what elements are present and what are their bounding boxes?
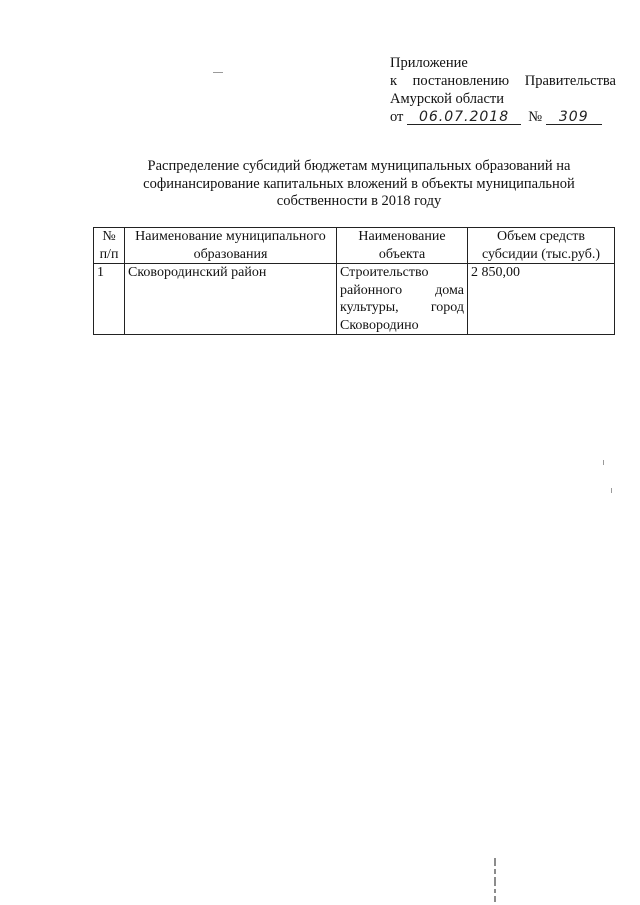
title-line-3: собственности в 2018 году (276, 193, 442, 209)
appendix-preposition: к (390, 73, 398, 89)
appendix-label: Приложение (390, 55, 468, 71)
scan-mark (213, 72, 223, 73)
header-object: Наименование объекта (337, 228, 468, 264)
number-prefix: № (528, 109, 543, 125)
title-line-1: Распределение субсидий бюджетам муниципальных образований на (147, 158, 571, 174)
resolution-number: 309 (546, 110, 602, 125)
cell-num: 1 (94, 264, 125, 335)
appendix-government-word: Правительства (524, 73, 616, 89)
cell-municipality: Сковородинский район (125, 264, 337, 335)
appendix-block (390, 54, 616, 126)
header-volume: Объем средств субсидии (тыс.руб.) (468, 228, 615, 264)
title-line-2: софинансирование капитальных вложений в объекты муниципальной (143, 175, 575, 192)
cell-object: Строительство районного дома культуры, город Сковородино (337, 264, 468, 335)
subsidy-table (93, 227, 615, 335)
table-row (94, 264, 615, 335)
cell-volume: 2 850,00 (468, 264, 615, 335)
resolution-date: 06.07.2018 (407, 110, 521, 125)
document-title (100, 158, 618, 211)
header-num: № п/п (94, 228, 125, 264)
appendix-region: Амурской области (390, 91, 504, 107)
table-header-row (94, 228, 615, 264)
header-municipality: Наименование муниципального образования (125, 228, 337, 264)
scan-mark (611, 488, 612, 493)
date-prefix: от (390, 109, 404, 125)
scan-mark (603, 460, 604, 465)
appendix-resolution-word: постановлению (412, 73, 510, 89)
appendix-date-line (390, 108, 616, 126)
margin-stamp-mark (494, 858, 500, 902)
appendix-resolution-line (390, 72, 616, 90)
